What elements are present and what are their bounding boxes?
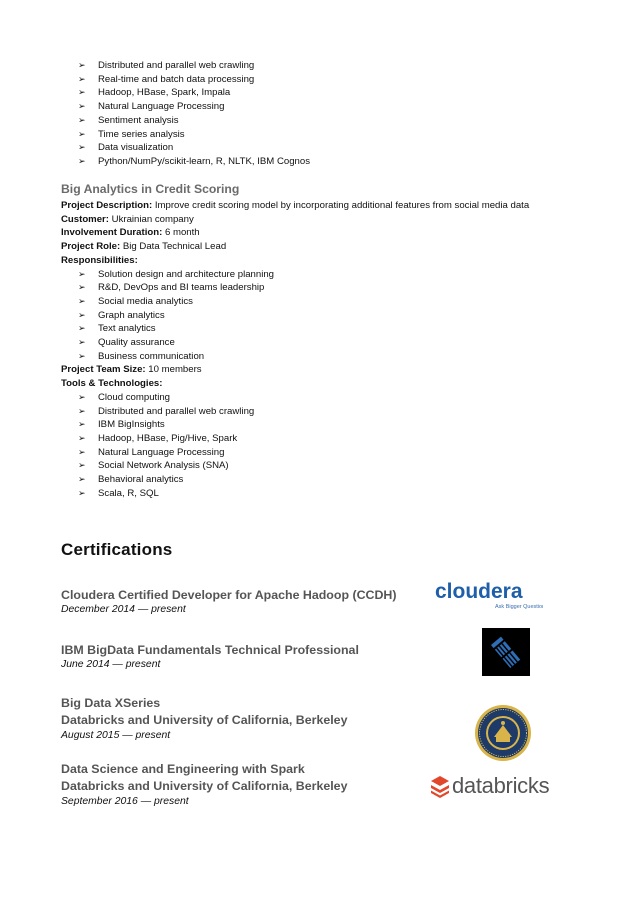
- arrow-bullet-icon: ➢: [78, 432, 86, 443]
- list-item: ➢ Sentiment analysis: [78, 114, 179, 126]
- list-item: ➢ Social Network Analysis (SNA): [78, 460, 229, 472]
- arrow-bullet-icon: ➢: [78, 101, 86, 112]
- list-item: ➢ Natural Language Processing: [78, 101, 225, 113]
- responsibilities-list: [78, 268, 274, 364]
- project-duration: Involvement Duration: 6 month: [61, 227, 200, 239]
- list-item: ➢ Hadoop, HBase, Pig/Hive, Spark: [78, 432, 238, 444]
- cloudera-logo-graphic: [433, 578, 543, 612]
- databricks-logo-graphic: [429, 771, 581, 799]
- list-item: ➢ Natural Language Processing: [78, 446, 225, 458]
- list-item: ➢ Distributed and parallel web crawling: [78, 405, 255, 417]
- arrow-bullet-icon: ➢: [78, 460, 86, 471]
- list-item: ➢ Distributed and parallel web crawling: [78, 60, 255, 71]
- arrow-bullet-icon: ➢: [78, 295, 86, 306]
- cloudera-tagline: Ask Bigger Questions: [495, 604, 543, 610]
- arrow-bullet-icon: ➢: [78, 60, 86, 70]
- project-team-size: Project Team Size: 10 members: [61, 364, 202, 376]
- cert-title: IBM BigData Fundamentals Technical Professional: [61, 643, 359, 657]
- cert-issuer: Databricks and University of California, Berkeley: [61, 713, 348, 727]
- arrow-bullet-icon: ➢: [78, 268, 86, 279]
- project-customer: Customer: Ukrainian company: [61, 213, 194, 225]
- arrow-bullet-icon: ➢: [78, 487, 86, 498]
- certifications-heading: Certifications: [61, 540, 173, 559]
- arrow-bullet-icon: ➢: [78, 87, 86, 98]
- arrow-bullet-icon: ➢: [78, 155, 86, 166]
- arrow-bullet-icon: ➢: [78, 474, 86, 485]
- cert-title: Data Science and Engineering with Spark: [61, 762, 305, 776]
- arrow-bullet-icon: ➢: [78, 323, 86, 334]
- project-description: Project Description: Improve credit scoring model by incorporating additional features from social media data: [61, 200, 530, 211]
- databricks-wordmark: databricks: [452, 773, 550, 798]
- cloudera-logo: [433, 578, 543, 612]
- cert-issuer: Databricks and University of California, Berkeley: [61, 779, 348, 793]
- cloudera-wordmark: cloudera: [435, 580, 523, 603]
- list-item: ➢ Hadoop, HBase, Spark, Impala: [78, 87, 231, 99]
- arrow-bullet-icon: ➢: [78, 128, 86, 139]
- list-item: ➢ Text analytics: [78, 323, 156, 335]
- ibm-logo: [482, 628, 530, 676]
- list-item: ➢ Quality assurance: [78, 337, 175, 349]
- berkeley-seal: [474, 704, 532, 762]
- arrow-bullet-icon: ➢: [78, 446, 86, 457]
- list-item: ➢ Social media analytics: [78, 295, 193, 307]
- project-title: Big Analytics in Credit Scoring: [61, 182, 240, 196]
- cert-date: December 2014 — present: [61, 604, 186, 615]
- arrow-bullet-icon: ➢: [78, 337, 86, 348]
- arrow-bullet-icon: ➢: [78, 114, 86, 125]
- arrow-bullet-icon: ➢: [78, 142, 86, 153]
- arrow-bullet-icon: ➢: [78, 309, 86, 320]
- list-item: ➢ Python/NumPy/scikit-learn, R, NLTK, IBM Cognos: [78, 155, 311, 167]
- list-item: ➢ R&D, DevOps and BI teams leadership: [78, 282, 265, 294]
- cert-title: Cloudera Certified Developer for Apache Hadoop (CCDH): [61, 588, 397, 602]
- cert-date: June 2014 — present: [61, 659, 161, 670]
- list-item: ➢ Scala, R, SQL: [78, 487, 159, 499]
- arrow-bullet-icon: ➢: [78, 350, 86, 361]
- tools-list: [78, 391, 254, 501]
- cert-date: September 2016 — present: [61, 796, 189, 807]
- cert-title: Big Data XSeries: [61, 696, 161, 710]
- seal-graphic: [474, 704, 532, 762]
- ibm-logo-graphic: [482, 628, 530, 676]
- arrow-bullet-icon: ➢: [78, 391, 86, 402]
- project-role: Project Role: Big Data Technical Lead: [61, 241, 227, 253]
- list-item: ➢ Time series analysis: [78, 128, 185, 140]
- responsibilities-label: Responsibilities:: [61, 254, 138, 266]
- arrow-bullet-icon: ➢: [78, 73, 86, 84]
- list-item: ➢ IBM BigInsights: [78, 419, 165, 431]
- list-item: ➢ Behavioral analytics: [78, 474, 184, 486]
- list-item: ➢ Cloud computing: [78, 391, 170, 403]
- list-item: ➢ Data visualization: [78, 142, 174, 154]
- list-item: ➢ Solution design and architecture planning: [78, 268, 275, 280]
- list-item: ➢ Graph analytics: [78, 309, 165, 321]
- cert-date: August 2015 — present: [61, 730, 171, 741]
- list-item: ➢ Business communication: [78, 350, 205, 362]
- databricks-stack-icon: [431, 776, 449, 798]
- tools-label: Tools & Technologies:: [61, 378, 163, 390]
- databricks-logo: [429, 771, 581, 799]
- arrow-bullet-icon: ➢: [78, 282, 86, 293]
- arrow-bullet-icon: ➢: [78, 405, 86, 416]
- arrow-bullet-icon: ➢: [78, 419, 86, 430]
- list-item: ➢ Real-time and batch data processing: [78, 73, 255, 85]
- skills-list: [78, 59, 310, 169]
